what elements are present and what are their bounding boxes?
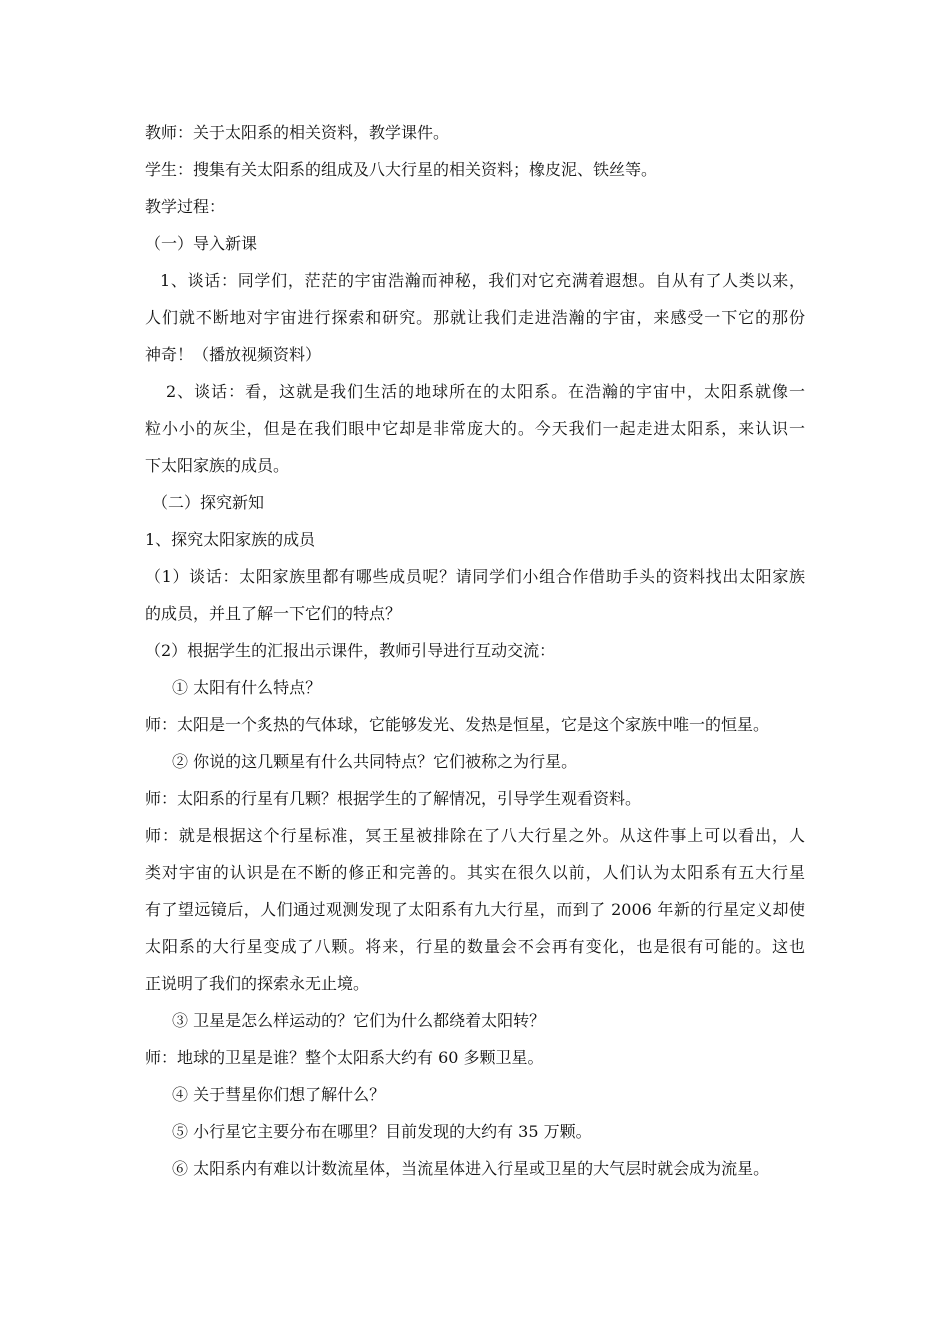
question-item: ③ 卫星是怎么样运动的？它们为什么都绕着太阳转？ bbox=[172, 1011, 546, 1030]
materials-teacher-line: 教师：关于太阳系的相关资料，教学课件。 bbox=[145, 123, 450, 142]
section-heading-explore: （二）探究新知 bbox=[152, 493, 265, 512]
paragraph-line: 下太阳家族的成员。 bbox=[145, 456, 290, 475]
teacher-answer: 师：就是根据这个行星标准，冥王星被排除在了八大行星之外。从这件事上可以看出，人 bbox=[145, 826, 805, 845]
teacher-answer: 师：太阳是一个炙热的气体球，它能够发光、发热是恒星，它是这个家族中唯一的恒星。 bbox=[145, 715, 770, 734]
paragraph-line: （1）谈话：太阳家族里都有哪些成员呢？请同学们小组合作借助手头的资料找出太阳家族 bbox=[145, 567, 805, 586]
paragraph-line: 有了望远镜后，人们通过观测发现了太阳系有九大行星，而到了 2006 年新的行星定义却使 bbox=[145, 900, 805, 919]
question-item: ② 你说的这几颗星有什么共同特点？它们被称之为行星。 bbox=[172, 752, 578, 771]
teacher-answer: 师：太阳系的行星有几颗？根据学生的了解情况，引导学生观看资料。 bbox=[145, 789, 642, 808]
paragraph-line: （2）根据学生的汇报出示课件，教师引导进行互动交流： bbox=[145, 641, 556, 660]
paragraph-line: 粒小小的灰尘，但是在我们眼中它却是非常庞大的。今天我们一起走进太阳系，来认识一 bbox=[145, 419, 805, 438]
paragraph-line: 神奇！（播放视频资料） bbox=[145, 345, 322, 364]
paragraph-line: 的成员，并且了解一下它们的特点？ bbox=[145, 604, 402, 623]
question-item: ⑤ 小行星它主要分布在哪里？目前发现的大约有 35 万颗。 bbox=[172, 1122, 592, 1141]
paragraph-line: 类对宇宙的认识是在不断的修正和完善的。其实在很久以前，人们认为太阳系有五大行星 bbox=[145, 863, 805, 882]
question-item: ① 太阳有什么特点？ bbox=[172, 678, 322, 697]
section-heading-process: 教学过程： bbox=[145, 197, 226, 216]
section-heading-intro: （一）导入新课 bbox=[145, 234, 258, 253]
paragraph-line: 正说明了我们的探索永无止境。 bbox=[145, 974, 370, 993]
subsection-heading: 1、探究太阳家族的成员 bbox=[145, 530, 316, 549]
question-item: ⑥ 太阳系内有难以计数流星体，当流星体进入行星或卫星的大气层时就会成为流星。 bbox=[172, 1159, 770, 1178]
paragraph-line: 人们就不断地对宇宙进行探索和研究。那就让我们走进浩瀚的宇宙，来感受一下它的那份 bbox=[145, 308, 805, 327]
paragraph-line: 2、谈话：看，这就是我们生活的地球所在的太阳系。在浩瀚的宇宙中，太阳系就像一 bbox=[166, 382, 805, 401]
paragraph-line: 太阳系的大行星变成了八颗。将来，行星的数量会不会再有变化，也是很有可能的。这也 bbox=[145, 937, 805, 956]
teacher-answer: 师：地球的卫星是谁？整个太阳系大约有 60 多颗卫星。 bbox=[145, 1048, 544, 1067]
question-item: ④ 关于彗星你们想了解什么？ bbox=[172, 1085, 386, 1104]
materials-student-line: 学生：搜集有关太阳系的组成及八大行星的相关资料；橡皮泥、铁丝等。 bbox=[145, 160, 658, 179]
paragraph-line: 1、谈话：同学们，茫茫的宇宙浩瀚而神秘，我们对它充满着遐想。自从有了人类以来， bbox=[160, 271, 805, 290]
